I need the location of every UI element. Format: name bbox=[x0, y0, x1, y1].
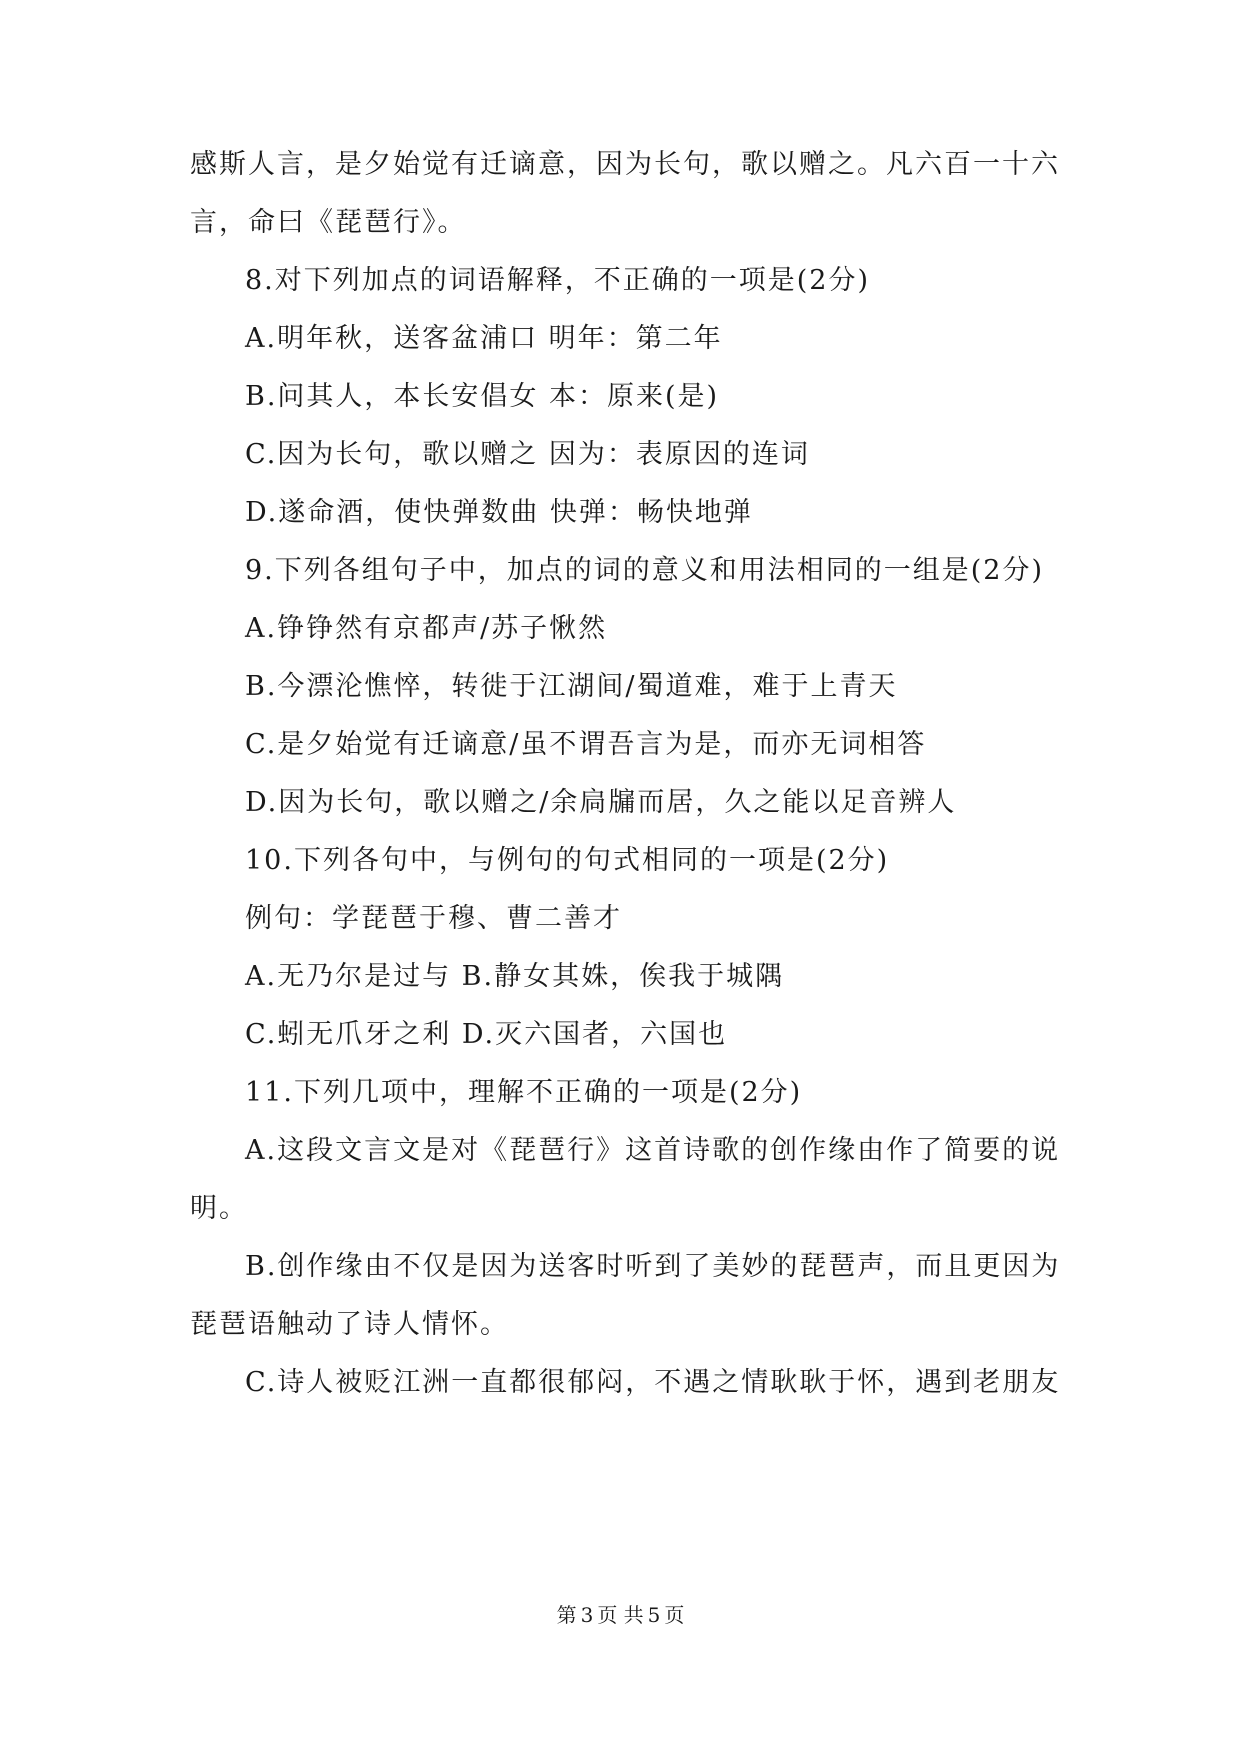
text-line: 感斯人言，是夕始觉有迁谪意，因为长句，歌以赠之。凡六百一十六 bbox=[190, 149, 1060, 180]
question-9-stem: 9.下列各组句子中，加点的词的意义和用法相同的一组是(2分) bbox=[245, 555, 1045, 586]
question-10-options-cd: C.蚓无爪牙之利 D.灭六国者，六国也 bbox=[245, 1019, 728, 1050]
question-10-example: 例句：学琵琶于穆、曹二善才 bbox=[245, 903, 622, 934]
question-11-stem: 11.下列几项中，理解不正确的一项是(2分) bbox=[245, 1077, 803, 1108]
text-line: 言，命曰《琵琶行》。 bbox=[190, 207, 467, 238]
question-8-option-b: B.问其人，本长安倡女 本：原来(是) bbox=[245, 381, 720, 412]
footer-mid: 页 共 bbox=[597, 1603, 644, 1627]
question-11-option-a: A.这段文言文是对《琵琶行》这首诗歌的创作缘由作了简要的说 bbox=[245, 1135, 1061, 1166]
question-8-stem: 8.对下列加点的词语解释，不正确的一项是(2分) bbox=[245, 265, 871, 296]
question-9-option-d: D.因为长句，歌以赠之/余扃牖而居，久之能以足音辨人 bbox=[245, 787, 957, 818]
question-11-option-a-cont: 明。 bbox=[190, 1193, 248, 1224]
question-10-stem: 10.下列各句中，与例句的句式相同的一项是(2分) bbox=[245, 845, 890, 876]
question-9-option-c: C.是夕始觉有迁谪意/虽不谓吾言为是，而亦无词相答 bbox=[245, 729, 927, 760]
footer-prefix: 第 bbox=[556, 1603, 577, 1627]
question-8-option-a: A.明年秋，送客盆浦口 明年：第二年 bbox=[245, 323, 723, 354]
question-9-option-a: A.铮铮然有京都声/苏子愀然 bbox=[245, 613, 608, 644]
footer-total-pages: 5 bbox=[647, 1603, 661, 1627]
question-11-option-b: B.创作缘由不仅是因为送客时听到了美妙的琵琶声，而且更因为 bbox=[245, 1251, 1061, 1282]
question-8-option-d: D.遂命酒，使快弹数曲 快弹：畅快地弹 bbox=[245, 497, 753, 528]
question-10-options-ab: A.无乃尔是过与 B.静女其姝，俟我于城隅 bbox=[245, 961, 785, 992]
question-8-option-c: C.因为长句，歌以赠之 因为：表原因的连词 bbox=[245, 439, 810, 470]
footer-current-page: 3 bbox=[580, 1603, 594, 1627]
page-footer bbox=[0, 1600, 1241, 1630]
question-11-option-c: C.诗人被贬江洲一直都很郁闷，不遇之情耿耿于怀，遇到老朋友 bbox=[245, 1367, 1061, 1398]
question-9-option-b: B.今漂沦憔悴，转徙于江湖间/蜀道难，难于上青天 bbox=[245, 671, 898, 702]
footer-suffix: 页 bbox=[664, 1603, 685, 1627]
question-11-option-b-cont: 琵琶语触动了诗人情怀。 bbox=[190, 1309, 509, 1340]
